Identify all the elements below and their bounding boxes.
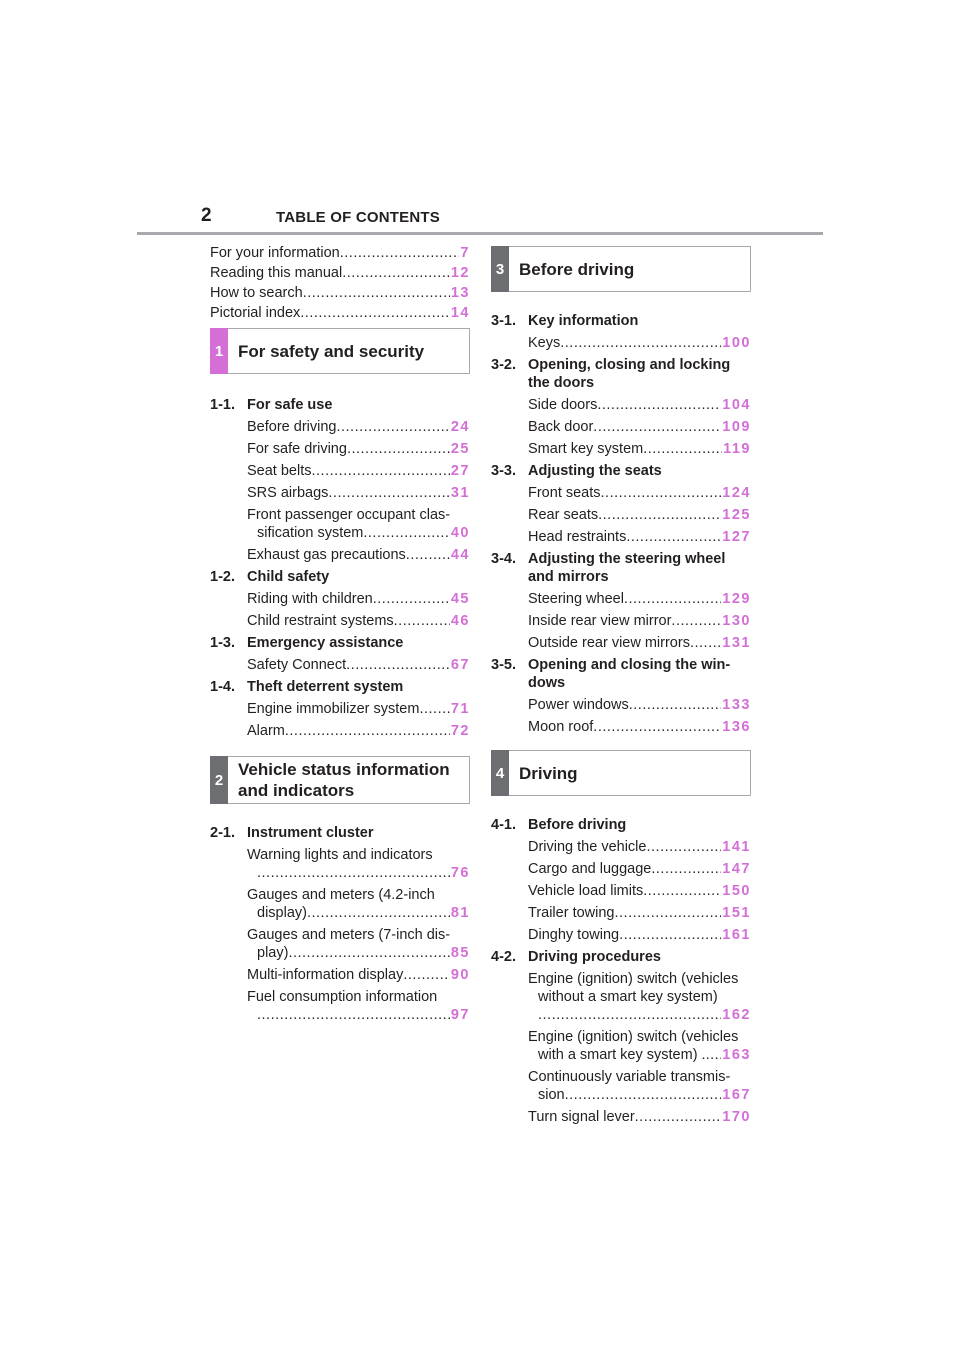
- toc-column-right: [491, 242, 751, 1126]
- toc-label: Driving the vehicle: [528, 839, 647, 855]
- leader-dots: [340, 244, 460, 262]
- toc-entry-text: Gauges and meters (4.2-inch: [247, 887, 435, 903]
- toc-label: Exhaust gas precautions: [247, 547, 406, 563]
- page-link[interactable]: 81: [450, 905, 470, 921]
- toc-label: play): [257, 945, 289, 961]
- toc-entry[interactable]: [247, 988, 470, 1024]
- toc-entry-line[interactable]: [528, 1086, 751, 1104]
- toc-entry[interactable]: [247, 722, 470, 740]
- toc-label: with a smart key system) .: [538, 1047, 706, 1063]
- page-link[interactable]: 124: [722, 485, 751, 501]
- toc-entry-text: Continuously variable transmis-: [528, 1069, 731, 1085]
- leader-dots: [643, 440, 722, 458]
- toc-entry[interactable]: [247, 462, 470, 480]
- chapter-number-tab: 1: [210, 328, 228, 374]
- page-link[interactable]: 147: [722, 861, 751, 877]
- leader-dots: [651, 860, 721, 878]
- toc-entry-line[interactable]: [528, 882, 751, 900]
- page-link[interactable]: 100: [722, 335, 751, 351]
- chapter-title: Driving: [519, 763, 578, 783]
- section-number: 4-2.: [491, 949, 516, 965]
- toc-entry-line[interactable]: [247, 1006, 470, 1024]
- page-link[interactable]: 133: [722, 697, 751, 713]
- leader-dots: [288, 944, 449, 962]
- leader-dots: [403, 966, 450, 984]
- leader-dots: [285, 722, 450, 740]
- toc-entry-text: Gauges and meters (7-inch dis-: [247, 927, 451, 943]
- page-link[interactable]: 67: [450, 657, 470, 673]
- section-number: 3-1.: [491, 313, 516, 329]
- page-link[interactable]: 125: [722, 507, 751, 523]
- section-heading: [210, 396, 470, 414]
- page-link[interactable]: 129: [722, 591, 751, 607]
- toc-entry-line[interactable]: [528, 590, 751, 608]
- section-heading: [491, 656, 751, 692]
- page-link[interactable]: 150: [722, 883, 751, 899]
- page-link[interactable]: 46: [450, 613, 470, 629]
- toc-entry[interactable]: [528, 926, 751, 944]
- toc-entry-line[interactable]: [247, 440, 470, 458]
- leader-dots: [257, 1006, 450, 1024]
- page-link[interactable]: 7: [460, 245, 470, 261]
- section-items: [528, 334, 751, 352]
- page-number: 2: [201, 205, 212, 226]
- toc-entry-line[interactable]: [247, 546, 470, 564]
- toc-entry[interactable]: [247, 418, 470, 436]
- toc-entry[interactable]: [528, 718, 751, 736]
- toc-entry-text: without a smart key system): [538, 989, 718, 1005]
- chapter-title: [238, 759, 450, 801]
- toc-entry[interactable]: [528, 1028, 751, 1064]
- toc-entry-line[interactable]: [528, 440, 751, 458]
- toc-entry-line[interactable]: [528, 860, 751, 878]
- leader-dots: [406, 546, 450, 564]
- leader-dots: [336, 418, 449, 436]
- section-items: [528, 838, 751, 944]
- section-items: [247, 700, 470, 740]
- toc-label: Outside rear view mirrors: [528, 635, 690, 651]
- page-link[interactable]: 72: [450, 723, 470, 739]
- page-link[interactable]: 27: [450, 463, 470, 479]
- section-number: 3-5.: [491, 657, 516, 673]
- leader-dots: [629, 696, 722, 714]
- toc-label: Dinghy towing: [528, 927, 620, 943]
- page-link[interactable]: 104: [722, 397, 751, 413]
- toc-entry[interactable]: [247, 590, 470, 608]
- chapter-title-line: and indicators: [238, 781, 355, 800]
- toc-label: Power windows: [528, 697, 629, 713]
- page-link[interactable]: 141: [722, 839, 751, 855]
- page-link[interactable]: 76: [450, 865, 470, 881]
- page-link[interactable]: 71: [450, 701, 470, 717]
- page-link[interactable]: 127: [722, 529, 751, 545]
- intro-entry[interactable]: [210, 282, 470, 302]
- toc-entry[interactable]: [528, 696, 751, 714]
- toc-label: Keys: [528, 335, 561, 351]
- leader-dots: [419, 700, 449, 718]
- leader-dots: [328, 484, 449, 502]
- toc-label: sification system: [257, 525, 364, 541]
- section-heading: [491, 312, 751, 330]
- page-link[interactable]: 12: [450, 265, 470, 281]
- toc-label: Moon roof: [528, 719, 594, 735]
- toc-label: For your information: [210, 245, 340, 261]
- section-heading: [491, 550, 751, 586]
- toc-entry[interactable]: [528, 334, 751, 352]
- toc-entry[interactable]: [528, 440, 751, 458]
- leader-dots: [598, 506, 721, 524]
- section-number: 3-3.: [491, 463, 516, 479]
- leader-dots: [593, 718, 721, 736]
- page-link[interactable]: 162: [722, 1007, 751, 1023]
- leader-dots: [597, 396, 721, 414]
- toc-label: Trailer towing: [528, 905, 615, 921]
- section-title-line: Opening and closing the win-: [528, 657, 731, 673]
- chapter-banner-4: [491, 750, 751, 796]
- toc-label: sion: [538, 1087, 565, 1103]
- section-title-line: Key information: [528, 313, 639, 329]
- section-items: [247, 846, 470, 1024]
- leader-dots: [593, 418, 721, 436]
- toc-label: SRS airbags: [247, 485, 329, 501]
- section-heading: [210, 568, 470, 586]
- section-title: [528, 948, 751, 966]
- toc-label: Multi-information display: [247, 967, 404, 983]
- section-heading: [210, 824, 470, 842]
- toc-entry-text: Fuel consumption information: [247, 989, 438, 1005]
- toc-entry-line[interactable]: [528, 634, 751, 652]
- toc-entry[interactable]: [247, 846, 470, 882]
- leader-dots: [619, 926, 721, 944]
- leader-dots: [307, 904, 450, 922]
- page-title: TABLE OF CONTENTS: [276, 209, 440, 226]
- toc-entry-line[interactable]: [528, 838, 751, 856]
- section-title: [528, 312, 751, 330]
- section-heading: [491, 948, 751, 966]
- toc-entry[interactable]: [528, 1068, 751, 1104]
- toc-label: Riding with children: [247, 591, 373, 607]
- toc-entry[interactable]: [528, 860, 751, 878]
- page-link[interactable]: 13: [450, 285, 470, 301]
- chapter-title-line: Vehicle status information: [238, 760, 450, 779]
- leader-dots: [671, 612, 721, 630]
- section-title: Emergency assistance: [247, 635, 404, 651]
- toc-label: Steering wheel: [528, 591, 624, 607]
- chapter-number-tab: 3: [491, 246, 509, 292]
- page-link[interactable]: 45: [450, 591, 470, 607]
- leader-dots: [565, 1086, 722, 1104]
- toc-entry[interactable]: [247, 612, 470, 630]
- toc-entry-line[interactable]: [247, 722, 470, 740]
- section-heading: [210, 634, 470, 652]
- section-title: For safe use: [247, 397, 333, 413]
- toc-entry-text: Warning lights and indicators: [247, 847, 433, 863]
- chapter-banner-3: [491, 246, 751, 292]
- page-link[interactable]: 109: [722, 419, 751, 435]
- leader-dots: [300, 304, 450, 322]
- leader-dots: [560, 334, 721, 352]
- toc-label: Vehicle load limits: [528, 883, 644, 899]
- section-number: 1-2.: [210, 569, 235, 585]
- leader-dots: [643, 882, 721, 900]
- leader-dots: [615, 904, 722, 922]
- section-number: 2-1.: [210, 825, 235, 841]
- toc-label: Child restraint systems: [247, 613, 394, 629]
- toc-entry-line[interactable]: [247, 612, 470, 630]
- toc-label: Reading this manual: [210, 265, 343, 281]
- toc-entry-text: Engine (ignition) switch (vehicles: [528, 971, 739, 987]
- intro-entry[interactable]: [210, 262, 470, 282]
- page-link[interactable]: 131: [722, 635, 751, 651]
- leader-dots: [373, 590, 450, 608]
- page-header: [0, 0, 960, 240]
- section-title-line: Adjusting the seats: [528, 463, 662, 479]
- header-rule: [137, 232, 823, 235]
- toc-entry-line[interactable]: [247, 524, 470, 542]
- section-heading: [491, 816, 751, 834]
- page-link[interactable]: 44: [450, 547, 470, 563]
- leader-dots: [363, 524, 449, 542]
- section-items: [247, 656, 470, 674]
- toc-label: Engine immobilizer system: [247, 701, 420, 717]
- page-link[interactable]: 40: [450, 525, 470, 541]
- toc-entry[interactable]: [247, 700, 470, 718]
- section-title: [528, 816, 751, 834]
- toc-entry-line[interactable]: [247, 966, 470, 984]
- leader-dots: [626, 528, 721, 546]
- leader-dots: [601, 484, 722, 502]
- page-link[interactable]: 97: [450, 1007, 470, 1023]
- leader-dots: [312, 462, 450, 480]
- leader-dots: [706, 1046, 722, 1064]
- section-title: [528, 550, 751, 586]
- leader-dots: [303, 284, 450, 302]
- toc-entry[interactable]: [247, 546, 470, 564]
- toc-label: Alarm: [247, 723, 285, 739]
- toc-entry-line[interactable]: [528, 528, 751, 546]
- toc-entry-line[interactable]: [528, 1006, 751, 1024]
- toc-entry[interactable]: [528, 838, 751, 856]
- page-link[interactable]: 136: [722, 719, 751, 735]
- page-link[interactable]: 130: [722, 613, 751, 629]
- page-link[interactable]: 25: [450, 441, 470, 457]
- toc-entry[interactable]: [528, 904, 751, 922]
- section-number: 1-4.: [210, 679, 235, 695]
- toc-entry-line[interactable]: [247, 944, 470, 962]
- section-heading: [491, 356, 751, 392]
- toc-label: Seat belts: [247, 463, 312, 479]
- toc-entry-line[interactable]: [528, 418, 751, 436]
- toc-entry[interactable]: [247, 440, 470, 458]
- leader-dots: [635, 1108, 722, 1126]
- leader-dots: [538, 1006, 721, 1024]
- toc-label: Cargo and luggage: [528, 861, 652, 877]
- section-title: [528, 462, 751, 480]
- page-link[interactable]: 167: [722, 1087, 751, 1103]
- toc-entry[interactable]: [247, 926, 470, 962]
- toc-entry-line[interactable]: [247, 700, 470, 718]
- toc-label: How to search: [210, 285, 303, 301]
- toc-entry-line[interactable]: [528, 1108, 751, 1126]
- toc-entry[interactable]: [247, 484, 470, 502]
- toc-label: Safety Connect: [247, 657, 347, 673]
- chapter-number-tab: 2: [210, 756, 228, 804]
- toc-entry-line[interactable]: [247, 462, 470, 480]
- toc-entry-line[interactable]: [247, 484, 470, 502]
- intro-entry[interactable]: [210, 242, 470, 262]
- section-items: [528, 484, 751, 546]
- section-number: 1-1.: [210, 397, 235, 413]
- leader-dots: [646, 838, 721, 856]
- intro-entry[interactable]: [210, 302, 470, 322]
- chapter-title: Before driving: [519, 259, 635, 279]
- section-title: Child safety: [247, 569, 330, 585]
- toc-entry[interactable]: [247, 966, 470, 984]
- toc-entry-text: Front passenger occupant clas-: [247, 507, 451, 523]
- toc-entry[interactable]: [247, 656, 470, 674]
- toc-entry[interactable]: [528, 396, 751, 414]
- chapter-title: For safety and security: [238, 341, 425, 361]
- toc-entry-line[interactable]: [247, 590, 470, 608]
- toc-label: For safe driving: [247, 441, 347, 457]
- leader-dots: [257, 864, 450, 882]
- page-link[interactable]: 163: [722, 1047, 751, 1063]
- toc-label: Back door: [528, 419, 594, 435]
- leader-dots: [394, 612, 450, 630]
- toc-entry-line[interactable]: [528, 696, 751, 714]
- section-title: [528, 656, 751, 692]
- chapter-banner-1: [210, 328, 470, 374]
- toc-entry[interactable]: [247, 886, 470, 922]
- toc-entry-line[interactable]: [528, 484, 751, 502]
- chapter-number-tab: 4: [491, 750, 509, 796]
- section-title: Theft deterrent system: [247, 679, 404, 695]
- toc-entry-line[interactable]: [528, 904, 751, 922]
- leader-dots: [347, 440, 450, 458]
- section-items: [528, 590, 751, 652]
- page-link[interactable]: 31: [450, 485, 470, 501]
- toc-entry[interactable]: [528, 418, 751, 436]
- toc-entry[interactable]: [528, 484, 751, 502]
- section-title-line: the doors: [528, 375, 595, 391]
- toc-entry[interactable]: [528, 590, 751, 608]
- page-link[interactable]: 14: [450, 305, 470, 321]
- toc-entry[interactable]: [528, 612, 751, 630]
- page-link[interactable]: 85: [450, 945, 470, 961]
- toc-entry-text: Engine (ignition) switch (vehicles: [528, 1029, 739, 1045]
- section-title-line: Driving procedures: [528, 949, 661, 965]
- toc-entry-line[interactable]: [247, 418, 470, 436]
- toc-entry-line[interactable]: [528, 334, 751, 352]
- toc-entry[interactable]: [528, 882, 751, 900]
- section-heading: [491, 462, 751, 480]
- page-link[interactable]: 90: [450, 967, 470, 983]
- toc-entry[interactable]: [528, 634, 751, 652]
- leader-dots: [346, 656, 450, 674]
- section-title: [528, 356, 751, 392]
- section-items: [528, 970, 751, 1126]
- chapter-banner-2: [210, 756, 470, 804]
- section-items: [528, 396, 751, 458]
- section-title-line: and mirrors: [528, 569, 609, 585]
- toc-label: Pictorial index: [210, 305, 301, 321]
- page-link[interactable]: 170: [722, 1109, 751, 1125]
- section-title-line: Adjusting the steering wheel: [528, 551, 726, 567]
- toc-label: Before driving: [247, 419, 337, 435]
- section-items: [247, 418, 470, 564]
- toc-entry-line[interactable]: [528, 396, 751, 414]
- toc-entry[interactable]: [528, 528, 751, 546]
- toc-label: Head restraints: [528, 529, 627, 545]
- leader-dots: [624, 590, 721, 608]
- leader-dots: [690, 634, 721, 652]
- leader-dots: [342, 264, 450, 282]
- toc-label: Front seats: [528, 485, 601, 501]
- toc-entry[interactable]: [528, 1108, 751, 1126]
- page-link[interactable]: 119: [723, 441, 751, 457]
- toc-label: Rear seats: [528, 507, 599, 523]
- section-title-line: Before driving: [528, 817, 627, 833]
- section-heading: [210, 678, 470, 696]
- toc-entry[interactable]: [528, 970, 751, 1024]
- toc-label: Turn signal lever: [528, 1109, 635, 1125]
- section-items: [528, 696, 751, 736]
- section-title-line: Opening, closing and locking: [528, 357, 731, 373]
- page-link[interactable]: 161: [722, 927, 751, 943]
- toc-entry-line[interactable]: [247, 656, 470, 674]
- page-link[interactable]: 151: [722, 905, 751, 921]
- toc-entry-line[interactable]: [528, 506, 751, 524]
- section-items: [247, 590, 470, 630]
- toc-label: Side doors: [528, 397, 598, 413]
- section-number: 1-3.: [210, 635, 235, 651]
- toc-column-left: [210, 242, 470, 1024]
- section-number: 3-2.: [491, 357, 516, 373]
- toc-label: display): [257, 905, 307, 921]
- page-link[interactable]: 24: [450, 419, 470, 435]
- toc-entry-line[interactable]: [528, 718, 751, 736]
- section-number: 4-1.: [491, 817, 516, 833]
- toc-label: Smart key system: [528, 441, 644, 457]
- section-number: 3-4.: [491, 551, 516, 567]
- toc-label: Inside rear view mirror: [528, 613, 672, 629]
- toc-entry[interactable]: [528, 506, 751, 524]
- toc-entry[interactable]: [247, 506, 470, 542]
- section-title: Instrument cluster: [247, 825, 374, 841]
- toc-entry-line[interactable]: [528, 926, 751, 944]
- toc-entry-line[interactable]: [528, 612, 751, 630]
- toc-entry-line[interactable]: [528, 1046, 751, 1064]
- section-title-line: dows: [528, 675, 566, 691]
- toc-entry-line[interactable]: [247, 904, 470, 922]
- toc-entry-line[interactable]: [247, 864, 470, 882]
